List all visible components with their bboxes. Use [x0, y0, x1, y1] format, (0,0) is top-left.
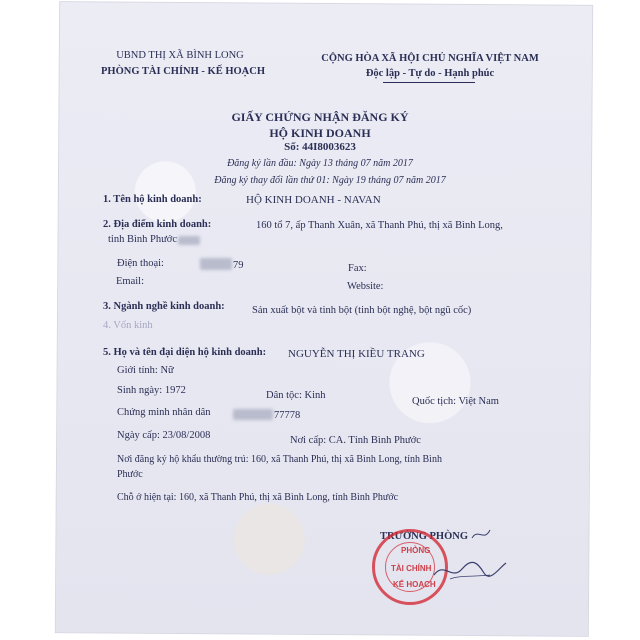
change-registration: Đăng ký thay đổi lần thứ 01: Ngày 19 tháng 07 năm 2017 [214, 175, 446, 186]
fax-label: Fax: [348, 263, 367, 274]
phone-label: Điện thoại: [117, 258, 164, 269]
doc-title: GIẤY CHỨNG NHẬN ĐĂNG KÝ [231, 110, 409, 124]
signature-flourish [470, 526, 492, 544]
ethnicity: Dân tộc: Kinh [266, 390, 326, 401]
registered-address-cont: Phước [117, 469, 143, 480]
date-of-birth: Sinh ngày: 1972 [117, 385, 186, 396]
org-department: PHÒNG TÀI CHÍNH - KẾ HOẠCH [100, 66, 266, 77]
capital-label: 4. Vốn kinh [103, 320, 153, 331]
national-motto: Độc lập - Tự do - Hạnh phúc [365, 68, 495, 79]
business-line-label: 3. Ngành nghề kinh doanh: [103, 301, 225, 312]
document-paper [56, 2, 592, 636]
business-name-label: 1. Tên hộ kinh doanh: [103, 194, 202, 205]
signature-title: TRƯỞNG PHÒNG [380, 531, 468, 542]
redacted-id [233, 409, 273, 420]
business-name-value: HỘ KINH DOANH - NAVAN [246, 194, 381, 206]
representative-label: 5. Họ và tên đại diện hộ kinh doanh: [103, 347, 267, 358]
representative-name: NGUYỄN THỊ KIỀU TRANG [288, 348, 425, 360]
website-label: Website: [347, 281, 384, 292]
id-issue-place: Nơi cấp: CA. Tỉnh Bình Phước [290, 435, 421, 446]
id-issue-date: Ngày cấp: 23/08/2008 [117, 430, 211, 441]
doc-subtitle: HỘ KINH DOANH [269, 126, 371, 140]
redacted-block [178, 236, 200, 245]
business-address-label: 2. Địa điểm kinh doanh: [103, 219, 212, 230]
first-registration: Đăng ký lần đầu: Ngày 13 tháng 07 năm 2017 [227, 158, 413, 169]
current-address: Chỗ ở hiện tại: 160, xã Thanh Phú, thị xã Bình Long, tỉnh Bình Phước [117, 492, 399, 503]
doc-number: Số: 44I8003623 [284, 141, 356, 153]
business-address-value-cont: tỉnh Bình Phước [108, 234, 177, 245]
official-seal: PHÒNG TÀI CHÍNH KẾ HOẠCH [372, 529, 448, 605]
id-card-label: Chứng minh nhân dân [117, 407, 211, 418]
email-label: Email: [116, 276, 144, 287]
redacted-phone [200, 258, 232, 270]
handwritten-signature [430, 555, 510, 585]
id-card-tail: 77778 [274, 410, 301, 421]
gender: Giới tính: Nữ [117, 365, 174, 376]
national-title: CỘNG HÒA XÃ HỘI CHỦ NGHĨA VIỆT NAM [321, 53, 539, 64]
business-address-value: 160 tổ 7, ấp Thanh Xuân, xã Thanh Phú, thị xã Bình Long, [256, 220, 503, 231]
nationality: Quốc tịch: Việt Nam [412, 396, 499, 407]
phone-value-tail: 79 [233, 260, 244, 271]
org-name: UBND THỊ XÃ BÌNH LONG [116, 50, 244, 61]
motto-underline [383, 82, 475, 83]
business-line-value: Sản xuất bột và tinh bột (tinh bột nghệ, bột ngũ cốc) [252, 305, 472, 316]
registered-address: Nơi đăng ký hộ khẩu thường trú: 160, xã Thanh Phú, thị xã Bình Long, tỉnh Bình [117, 454, 442, 465]
